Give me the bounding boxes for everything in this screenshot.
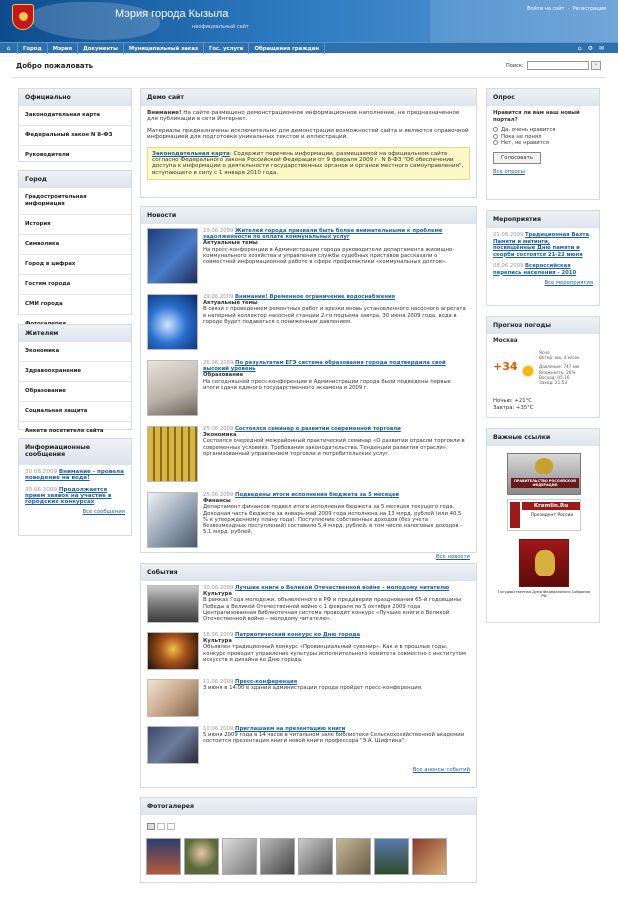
event-thumbnail[interactable] bbox=[147, 726, 199, 764]
all-events-link[interactable]: Все анонсы событий bbox=[412, 767, 470, 773]
city-title: Город bbox=[19, 171, 131, 188]
events-box bbox=[140, 563, 477, 788]
site-header bbox=[0, 0, 618, 42]
news-text: На пресс-конференции в Администрации города руководители департамента жилищно-коммунального хозяйства и управления службы судебных приставов рассказали о совместной информационной работе в сфере профилактики «коммунальных долгов». bbox=[203, 246, 455, 266]
poll-box bbox=[486, 88, 600, 200]
message-date: 30.06.2009 bbox=[25, 486, 58, 493]
nav-item-mayoralty[interactable]: Мэрия bbox=[48, 43, 78, 54]
vote-button[interactable]: Голосовать bbox=[493, 152, 541, 165]
government-link-banner[interactable] bbox=[507, 453, 581, 495]
news-text: Департамент финансов подвел итоги исполнения бюджета за 5 месяцев текущего года. Доходная часть бюджета за январь-май 2009 года исполнена на 13 млрд. рублей (или 40,5 % к утвержденному плану года). Поступление собственных доходов (без учета безвозмездных поступлений) составило 5,4 млрд. рублей, в том числе налоговых доходов – 5,1 млрд. рублей. bbox=[203, 504, 463, 536]
weather-city: Москва bbox=[493, 338, 518, 344]
weather-humidity: Влажность: 26% bbox=[539, 369, 576, 375]
event-thumbnail[interactable] bbox=[147, 585, 199, 623]
nav-item-municipal-order[interactable]: Муниципальный заказ bbox=[124, 43, 204, 54]
all-messages-link[interactable]: Все сообщения bbox=[82, 509, 125, 516]
poll-option[interactable] bbox=[493, 140, 593, 147]
event-headline[interactable]: Пресс-конференция bbox=[235, 679, 298, 685]
event-date: 30.06.2009 bbox=[203, 585, 234, 591]
gallery-view-toggles bbox=[147, 823, 175, 832]
weather-details bbox=[539, 350, 580, 385]
gallery-thumbnail[interactable] bbox=[336, 838, 371, 875]
radio-button[interactable] bbox=[493, 127, 498, 132]
nav-item-gov-services[interactable]: Гос. услуги bbox=[204, 43, 249, 54]
news-date: 29.06.2009 bbox=[203, 228, 234, 234]
top-links: Войти на сайт · Регистрация bbox=[527, 6, 606, 12]
news-date: 25.06.2009 bbox=[203, 492, 234, 498]
poll-option-label: Да, очень нравится bbox=[501, 127, 556, 133]
event-date: 11.06.2009 bbox=[203, 679, 234, 685]
demo-title: Демо сайт bbox=[141, 89, 476, 106]
activities-box bbox=[486, 210, 600, 306]
weather-wind: Ветер: юв, 4 м/сек bbox=[539, 355, 580, 361]
activity-item bbox=[493, 263, 593, 276]
weather-title: Прогноз погоды bbox=[487, 317, 599, 334]
event-category: Культура bbox=[203, 591, 232, 598]
news-item bbox=[141, 228, 476, 294]
sun-icon bbox=[523, 366, 533, 376]
activity-link[interactable]: Всероссийская перепись населения - 2010 bbox=[493, 263, 577, 276]
gallery-thumbnail[interactable] bbox=[298, 838, 333, 875]
menu-item-history[interactable]: История bbox=[19, 215, 131, 235]
message-item bbox=[25, 487, 125, 506]
event-item bbox=[141, 726, 476, 773]
news-thumbnail[interactable] bbox=[147, 228, 198, 284]
menu-item-healthcare[interactable]: Здравоохранение bbox=[19, 362, 131, 382]
login-link[interactable]: Войти на сайт bbox=[527, 6, 565, 12]
activity-link[interactable]: Традиционная Вахта Памяти и митинги, посвящённые Дню памяти и скорби состоятся 21-22 июня bbox=[493, 232, 590, 258]
register-link[interactable]: Регистрация bbox=[572, 6, 606, 12]
nav-right-icons bbox=[578, 45, 610, 52]
poll-option-label: Пока не понял bbox=[501, 133, 542, 140]
activity-date: 08.06.2009 bbox=[493, 263, 524, 269]
gallery-title: Фотогалерея bbox=[141, 798, 476, 815]
slideshow-view-icon[interactable] bbox=[167, 823, 175, 830]
news-item bbox=[141, 360, 476, 426]
event-date: 18.06.2009 bbox=[203, 632, 234, 638]
menu-item-economy[interactable]: Экономика bbox=[19, 342, 131, 362]
news-thumbnail[interactable] bbox=[147, 294, 198, 350]
main-nav bbox=[0, 42, 618, 53]
news-date: 25.06.2009 bbox=[203, 426, 234, 432]
news-box bbox=[140, 206, 477, 560]
menu-item-social[interactable]: Социальная защита bbox=[19, 402, 131, 422]
menu-item-city-numbers[interactable]: Город в цифрах bbox=[19, 255, 131, 275]
weather-pressure: Давление: 747 мм bbox=[539, 364, 579, 370]
weather-tomorrow: Завтра: +35°C bbox=[493, 405, 534, 411]
weather-sunrise: Восход: 05:16 bbox=[539, 374, 570, 380]
event-thumbnail[interactable] bbox=[147, 679, 199, 717]
nav-item-city[interactable]: Город bbox=[18, 43, 48, 54]
government-banner-label: ПРАВИТЕЛЬСТВО РОССИЙСКОЙ ФЕДЕРАЦИИ bbox=[511, 478, 579, 488]
gallery-thumbnail[interactable] bbox=[260, 838, 295, 875]
president-label: Президент России bbox=[530, 513, 574, 518]
poll-option-label: Нет, не нравится bbox=[501, 140, 549, 146]
event-text: Объявлен традиционный конкурс «Провинциальный сувенир». Как и в прошлые годы, конкурс проводит управление культуры исполнительного комитета совместно с институтом искусств и дизайна ко Дню города. bbox=[203, 644, 466, 663]
news-category: Финансы bbox=[203, 498, 231, 505]
demo-warning-label: Внимание! bbox=[147, 110, 182, 116]
activities-title: Мероприятия bbox=[487, 211, 599, 228]
menu-item-education[interactable]: Образование bbox=[19, 382, 131, 402]
news-item bbox=[141, 294, 476, 360]
event-date: 10.06.2009 bbox=[203, 726, 234, 732]
site-title: Мэрия города Кызыла bbox=[115, 8, 229, 20]
city-coat-of-arms-logo[interactable] bbox=[12, 4, 34, 30]
search-button[interactable]: › bbox=[591, 61, 601, 70]
links-title: Важные ссылки bbox=[487, 429, 599, 446]
links-box bbox=[486, 428, 600, 623]
poll-title: Опрос bbox=[487, 89, 599, 106]
search-label: Поиск: bbox=[506, 63, 524, 69]
home-icon[interactable]: ⌂ bbox=[0, 43, 18, 54]
news-category: Актуальные темы bbox=[203, 300, 258, 307]
all-news-link[interactable]: Все новости bbox=[436, 554, 470, 560]
event-text: В рамках Года молодежи, объявленного в РФ и преддверии празднования 65-й годовщины Победы в Великой Отечественной войне с 1 февраля по 5 октября 2009 года Централизованная библиотечная система проводит конкурс «Лучшие книги о Великой Отечественной войне – молодому читателю». bbox=[203, 597, 462, 623]
news-item bbox=[141, 426, 476, 492]
event-text: 5 июня 2009 года в 14 часов в читальном зале библиотеки Сельскохозяйственной академии состоится презентация книги новой книги профессора "Э.А. Шифтина". bbox=[203, 732, 465, 745]
list-view-icon[interactable] bbox=[157, 823, 165, 830]
gallery-thumbnail[interactable] bbox=[146, 838, 181, 875]
news-headline[interactable]: По результатам ЕГЭ система образования города подтвердила свой высокий уровень bbox=[203, 360, 446, 373]
weather-sunset: Заход: 21:53 bbox=[539, 380, 567, 386]
legislative-map-link[interactable]: Законодательная карта bbox=[152, 150, 230, 157]
news-text: На сегодняшней пресс-конференции в Администрации города были подведены первые итоги сдачи единого государственного экзамена в 2009 г. bbox=[203, 378, 451, 391]
official-title: Официально bbox=[19, 89, 131, 106]
message-item bbox=[25, 469, 125, 482]
demo-warning bbox=[147, 110, 470, 123]
mail-icon[interactable]: ✉ bbox=[598, 45, 610, 52]
news-category: Актуальные темы bbox=[203, 240, 258, 247]
duma-label: Государственная Дума Федерального Собрания РФ bbox=[498, 590, 590, 599]
gallery-thumbnail[interactable] bbox=[412, 838, 447, 875]
news-text: Состоялся очередной межрайонный практический семинар «О развитии отрасли торговли в современных условиях. Требования законодательства. Тенденции развития отрасли», организованный управлением торговли и потребительских услуг. bbox=[203, 438, 465, 457]
news-date: 26.06.2009 bbox=[203, 360, 234, 366]
news-title: Новости bbox=[141, 207, 476, 224]
menu-item-media[interactable]: СМИ города bbox=[19, 295, 131, 315]
news-date: 29.06.2009 bbox=[203, 294, 234, 300]
news-item bbox=[141, 492, 476, 558]
weather-night: Ночью: +21°C bbox=[493, 398, 532, 404]
news-text: В связи с проведением ремонтных работ и врезки вновь установленного насосного агрегата в напорный коллектор насосной станции 2-го подъема завтра, 30 июня 2009 года, вода в городе будет подаваться с пониженным давлением. bbox=[203, 306, 466, 325]
news-thumbnail[interactable] bbox=[147, 360, 198, 416]
all-activities-link[interactable]: Все мероприятия bbox=[544, 280, 593, 286]
event-category: Культура bbox=[203, 638, 232, 645]
site-subtitle: неофициальный сайт bbox=[192, 24, 249, 30]
demo-note-text: : Содержит перечень информации, размещаемой на официальном сайте согласно Федерального закона Российской Федерации от 9 февраля 2009 г. N 8-ФЗ "Об обеспечении доступа к информации о деятельности государственных органов и органов местного самоуправления", вступающего в силу с 1 января 2010 года. bbox=[152, 150, 464, 176]
menu-item-legislative-map[interactable]: Законодательная карта bbox=[19, 106, 131, 126]
events-title: События bbox=[141, 564, 476, 581]
news-thumbnail[interactable] bbox=[147, 492, 198, 548]
city-box bbox=[18, 170, 132, 315]
weather-box bbox=[486, 316, 600, 418]
menu-item-urban-planning[interactable]: Градостроительная информация bbox=[19, 188, 131, 215]
event-text: 3 июня в 14:00 в здании администрации города пройдет пресс-конференция. bbox=[203, 685, 423, 692]
home-page-icon[interactable]: ⌂ bbox=[577, 45, 588, 52]
radio-button[interactable] bbox=[493, 134, 498, 139]
news-headline[interactable]: Внимание! Временное ограничение водоснабжения bbox=[235, 294, 396, 300]
demo-warning-text: На сайте размещено демонстрационное информационное наполнение, не предназначенное для публикации в сети Интернет. bbox=[147, 110, 460, 123]
messages-title: Информационные сообщения bbox=[19, 439, 131, 465]
eagle-emblem-icon bbox=[535, 458, 553, 474]
kremlin-banner-label: Kremlin.Ru bbox=[522, 502, 580, 510]
nav-item-documents[interactable]: Документы bbox=[78, 43, 124, 54]
demo-note bbox=[147, 147, 470, 181]
residents-title: Жителям bbox=[19, 325, 131, 342]
kremlin-flag-icon bbox=[510, 502, 520, 528]
activity-date: 21.06.2009 bbox=[493, 232, 524, 238]
kremlin-link-banner[interactable] bbox=[507, 499, 581, 531]
gallery-thumbnail[interactable] bbox=[374, 838, 409, 875]
event-headline[interactable]: Лучшие книги о Великой Отечественной войне – молодому читателю bbox=[235, 585, 450, 591]
menu-item-symbols[interactable]: Символика bbox=[19, 235, 131, 255]
event-item bbox=[141, 679, 476, 726]
divider bbox=[12, 77, 606, 78]
residents-box bbox=[18, 324, 132, 434]
activity-item bbox=[493, 232, 593, 258]
message-link[interactable]: Продолжается прием заявок на участие в городских конкурсах bbox=[25, 486, 112, 506]
weather-temp: +34 bbox=[493, 360, 518, 373]
official-box bbox=[18, 88, 132, 162]
all-polls-link[interactable]: Все опросы bbox=[493, 169, 525, 175]
event-item bbox=[141, 632, 476, 679]
menu-item-survey[interactable]: Анкета посетителя сайта bbox=[25, 428, 104, 434]
poll-question: Нравится ли вам наш новый портал? bbox=[493, 110, 580, 123]
news-category: Образование bbox=[203, 372, 244, 379]
news-thumbnail[interactable] bbox=[147, 426, 198, 482]
radio-button[interactable] bbox=[493, 140, 498, 145]
news-headline[interactable]: Подведены итоги исполнения бюджета за 5 месяцев bbox=[235, 492, 399, 498]
menu-item-leaders[interactable]: Руководители bbox=[25, 152, 70, 158]
demo-box bbox=[140, 88, 477, 198]
messages-box bbox=[18, 438, 132, 536]
nav-item-citizen-appeals[interactable]: Обращения граждан bbox=[249, 43, 325, 54]
weather-condition: Ясно bbox=[539, 350, 550, 355]
message-date: 30.06.2009 bbox=[25, 469, 58, 475]
event-headline[interactable]: Патриотический конкурс ко Дню города bbox=[235, 632, 361, 638]
event-item bbox=[141, 585, 476, 632]
message-link[interactable]: Внимание - провела поведение на воде! bbox=[25, 469, 124, 482]
duma-link-banner[interactable] bbox=[519, 539, 569, 587]
news-headline[interactable]: Жителей города призвали быть более внимательными к проблеме задолженности по оплате коммунальных услуг bbox=[203, 228, 443, 241]
event-thumbnail[interactable] bbox=[147, 632, 199, 670]
duma-emblem-icon bbox=[535, 550, 555, 576]
grid-view-icon[interactable] bbox=[147, 823, 155, 830]
settings-icon[interactable]: ⚙ bbox=[587, 45, 599, 52]
gallery-thumbnail[interactable] bbox=[222, 838, 257, 875]
news-category: Экономика bbox=[203, 432, 237, 439]
event-headline[interactable]: Приглашаем на презентацию книги bbox=[235, 726, 346, 732]
page-title: Добро пожаловать bbox=[16, 62, 94, 70]
gallery-thumbnail[interactable] bbox=[184, 838, 219, 875]
demo-paragraph: Материалы предназначены исключительно для демонстрации возможностей сайта и являются справочной информацией для подготовки уникальных текстов и иллюстраций. bbox=[147, 127, 469, 141]
menu-item-federal-law[interactable]: Федеральный закон N 8-ФЗ bbox=[19, 126, 131, 146]
menu-item-guests[interactable]: Гостям города bbox=[19, 275, 131, 295]
news-headline[interactable]: Состоялся семинар о развитии современной торговли bbox=[235, 426, 401, 432]
search-input[interactable] bbox=[527, 61, 589, 70]
